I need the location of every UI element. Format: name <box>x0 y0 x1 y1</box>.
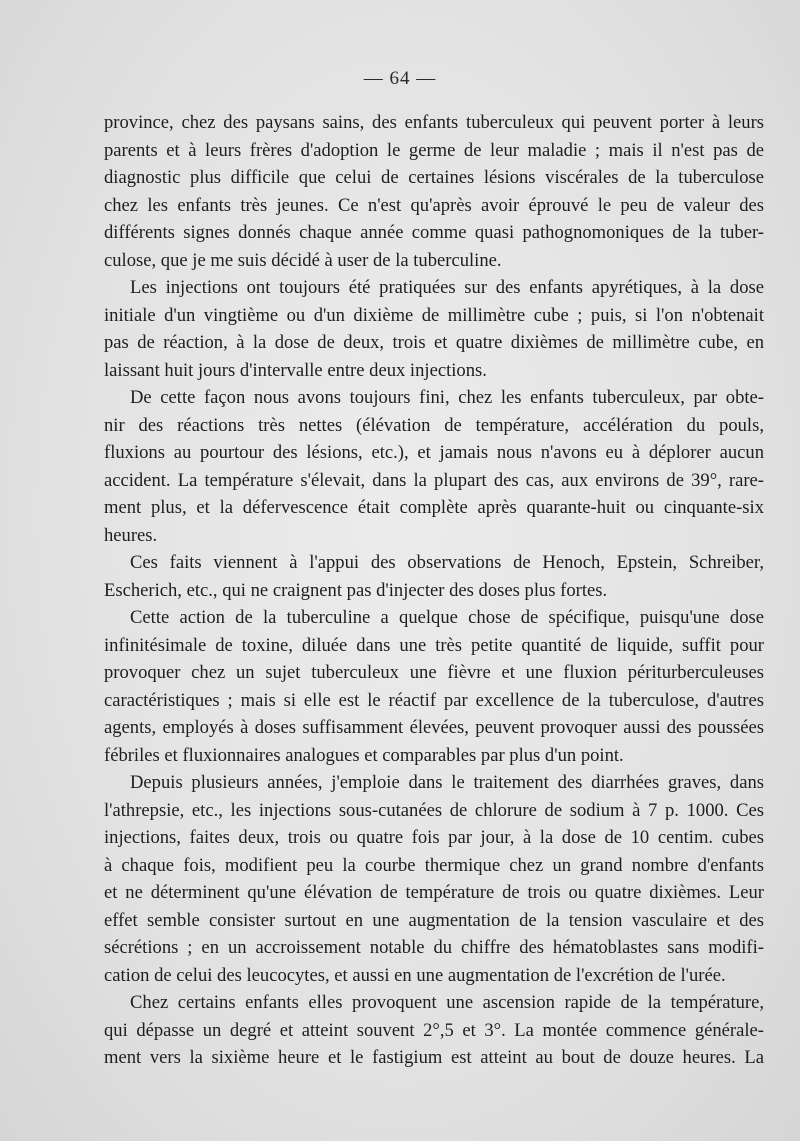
text-line: pas de réaction, à la dose de deux, trois et quatre dixièmes de millimètre cube, en <box>104 332 764 353</box>
paragraph <box>104 769 764 989</box>
text-line: laissant huit jours d'intervalle entre deux injections. <box>104 359 487 381</box>
paragraph <box>104 384 764 549</box>
paragraph <box>104 274 764 384</box>
text-line: initiale d'un vingtième ou d'un dixième de millimètre cube ; puis, si l'on n'obtenait <box>104 304 764 326</box>
page-number: — 64 — <box>363 68 437 89</box>
text-line: ment plus, et la défervescence était complète après quarante-huit ou cinquante-six <box>104 497 764 518</box>
text-line: heures. <box>104 524 158 546</box>
text-line: et ne déterminent qu'une élévation de température de trois ou quatre dixièmes. Leur <box>104 882 764 903</box>
text-line: agents, employés à doses suffisamment élevées, peuvent provoquer aussi des poussées <box>104 717 764 738</box>
text-line: infinitésimale de toxine, diluée dans une très petite quantité de liquide, suffit pour <box>104 634 764 656</box>
text-line: qui dépasse un degré et atteint souvent 2°,5 et 3°. La montée commence générale- <box>104 1019 764 1041</box>
paragraph <box>104 109 764 274</box>
text-line: fluxions au pourtour des lésions, etc.), et jamais nous n'avons eu à déplorer aucun <box>104 442 764 463</box>
text-line: cation de celui des leucocytes, et aussi en une augmentation de l'excrétion de l'urée. <box>104 964 726 986</box>
paragraph <box>104 549 764 604</box>
text-line: parents et à leurs frères d'adoption le germe de leur maladie ; mais il n'est pas de <box>104 139 764 161</box>
text-line: provoquer chez un sujet tuberculeux une fièvre et une fluxion périturberculeuses <box>104 662 764 683</box>
text-line: Cette action de la tuberculine a quelque chose de spécifique, puisqu'une dose <box>130 607 764 628</box>
text-line: chez les enfants très jeunes. Ce n'est qu'après avoir éprouvé le peu de valeur des <box>104 194 764 216</box>
text-line: diagnostic plus difficile que celui de certaines lésions viscérales de la tuberculose <box>104 167 764 188</box>
text-line: sécrétions ; en un accroissement notable du chiffre des hématoblastes sans modifi- <box>104 937 764 958</box>
text-line: province, chez des paysans sains, des enfants tuberculeux qui peuvent porter à leurs <box>104 112 764 133</box>
text-line: à chaque fois, modifient peu la courbe thermique chez un grand nombre d'enfants <box>104 854 764 876</box>
text-line: fébriles et fluxionnaires analogues et comparables par plus d'un point. <box>104 744 624 766</box>
text-line: De cette façon nous avons toujours fini, chez les enfants tuberculeux, par obte- <box>130 387 764 408</box>
text-line: effet semble consister surtout en une augmentation de la tension vasculaire et des <box>104 909 764 931</box>
text-line: injections, faites deux, trois ou quatre fois par jour, à la dose de 10 centim. cubes <box>104 827 764 848</box>
text-line: Depuis plusieurs années, j'emploie dans le traitement des diarrhées graves, dans <box>130 772 764 793</box>
text-line: différents signes donnés chaque année comme quasi pathognomoniques de la tuber- <box>104 222 764 243</box>
text-line: Les injections ont toujours été pratiquées sur des enfants apyrétiques, à la dose <box>130 277 764 298</box>
text-line: culose, que je me suis décidé à user de la tuberculine. <box>104 249 502 271</box>
text-line: accident. La température s'élevait, dans la plupart des cas, aux environs de 39°, rare- <box>104 469 764 491</box>
text-line: Chez certains enfants elles provoquent une ascension rapide de la température, <box>130 992 764 1013</box>
paragraph <box>104 604 764 769</box>
body-text <box>104 109 764 1072</box>
text-line: caractéristiques ; mais si elle est le réactif par excellence de la tuberculose, d'autres <box>104 689 764 711</box>
text-line: Escherich, etc., qui ne craignent pas d'injecter des doses plus fortes. <box>104 579 608 601</box>
paragraph <box>104 989 764 1072</box>
text-line: l'athrepsie, etc., les injections sous-cutanées de chlorure de sodium à 7 p. 1000. Ces <box>104 799 764 821</box>
text-line: Ces faits viennent à l'appui des observations de Henoch, Epstein, Schreiber, <box>130 552 764 573</box>
text-line: nir des réactions très nettes (élévation de température, accélération du pouls, <box>104 414 764 436</box>
text-line: ment vers la sixième heure et le fastigium est atteint au bout de douze heures. La <box>104 1047 764 1068</box>
